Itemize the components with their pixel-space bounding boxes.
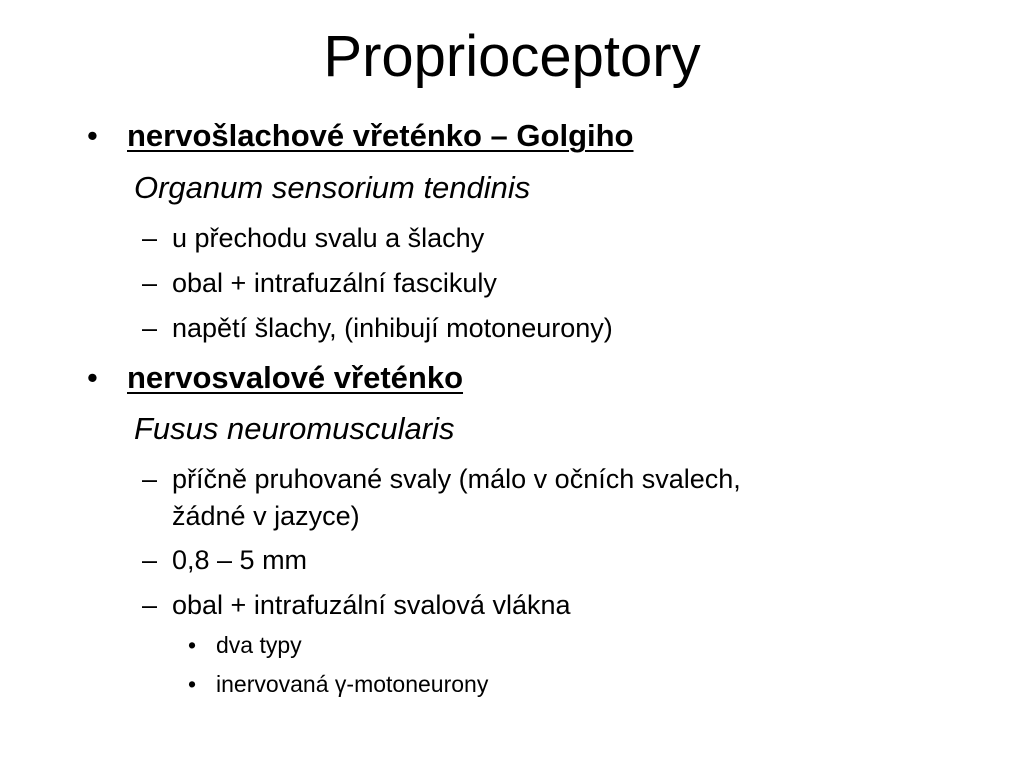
list-item-continuation: žádné v jazyce): [172, 501, 360, 531]
sub-list-item: [188, 631, 302, 659]
dash-icon: –: [142, 313, 158, 343]
latin-term-spindle: Fusus neuromuscularis: [134, 411, 455, 446]
bullet-heading-spindle: [87, 360, 464, 396]
bullet-icon: •: [188, 671, 197, 697]
dash-icon: –: [142, 268, 158, 298]
sub-list-item: [188, 670, 489, 698]
latin-term-golgi: Organum sensorium tendinis: [134, 170, 531, 205]
list-item: [142, 463, 741, 495]
slide-title: Proprioceptory: [323, 24, 701, 89]
list-item-text: obal + intrafuzální fascikuly: [172, 268, 497, 298]
dash-icon: –: [142, 590, 158, 620]
list-item-text: příčně pruhované svaly (málo v očních svalech,: [172, 464, 741, 494]
bullet-heading-golgi: [87, 118, 634, 154]
dash-icon: –: [142, 464, 158, 494]
bullet-icon: •: [87, 360, 98, 395]
list-item: [142, 222, 485, 254]
list-item: [142, 589, 571, 621]
list-item: [142, 544, 308, 576]
list-item-text: obal + intrafuzální svalová vlákna: [172, 590, 571, 620]
list-item: [142, 267, 497, 299]
bullet-icon: •: [188, 632, 197, 658]
sub-list-item-text: dva typy: [216, 632, 302, 658]
list-item-text: u přechodu svalu a šlachy: [172, 223, 485, 253]
heading-spindle-text: nervosvalové vřeténko: [127, 360, 464, 395]
bullet-icon: •: [87, 118, 98, 153]
sub-list-item-text: inervovaná γ-motoneurony: [216, 671, 489, 697]
heading-golgi-text: nervošlachové vřeténko – Golgiho: [127, 118, 634, 153]
list-item-text: napětí šlachy, (inhibují motoneurony): [172, 313, 613, 343]
list-item-text: 0,8 – 5 mm: [172, 545, 308, 575]
list-item: [142, 312, 613, 344]
dash-icon: –: [142, 223, 158, 253]
dash-icon: –: [142, 545, 158, 575]
